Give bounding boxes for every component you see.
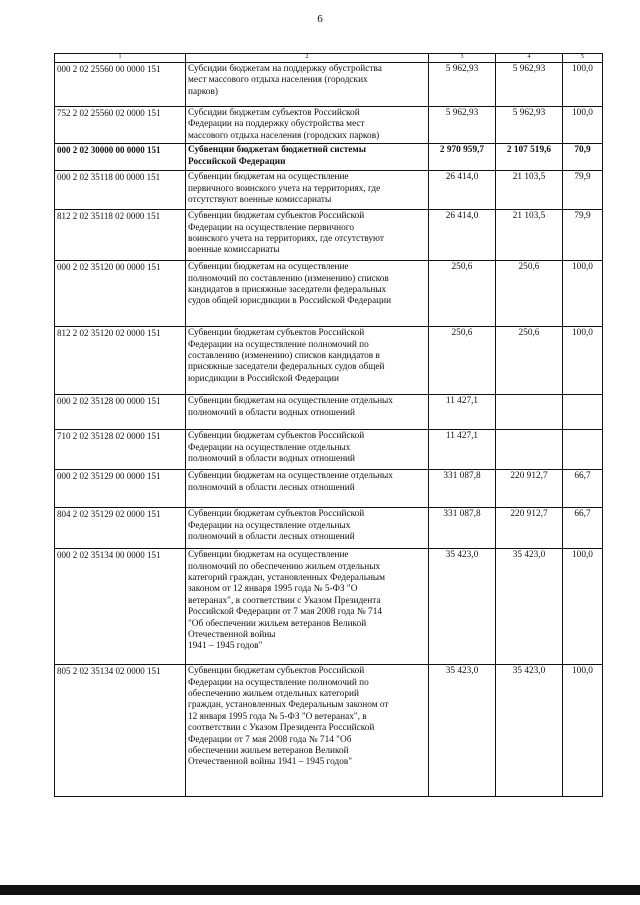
budget-code-cell: 000 2 02 35120 00 0000 151 (55, 261, 186, 327)
percent-cell: 66,7 (563, 470, 603, 508)
table-row (55, 665, 603, 797)
table-row (55, 261, 603, 327)
description-text: Субвенции бюджетам на осуществление отдельных полномочий в области лесных отношений (188, 471, 393, 493)
page-number: 6 (317, 13, 323, 25)
description-text: Субвенции бюджетам субъектов Российской Федерации на осуществление полномочий по составлению (изменению) списков кандидатов в присяжные заседатели федеральных судов общей юрисдикции в Российской Федерации (188, 328, 385, 384)
budget-code-cell: 000 2 02 30000 00 0000 151 (55, 144, 186, 171)
budget-code-cell: 804 2 02 35129 02 0000 151 (55, 508, 186, 549)
description-text: Субсидии бюджетам субъектов Российской Федерации на поддержку обустройства мест массового отдыха населения (городских парков) (188, 108, 380, 141)
description-cell (186, 395, 429, 430)
table-row (55, 327, 603, 395)
column-number-row (55, 54, 603, 63)
plan-amount-cell: 2 970 959,7 (429, 144, 496, 171)
table-body (55, 54, 603, 797)
table-row (55, 508, 603, 549)
budget-code-cell: 000 2 02 35118 00 0000 151 (55, 171, 186, 210)
actual-amount-cell: 21 103,5 (496, 210, 563, 261)
description-text: Субвенции бюджетам субъектов Российской Федерации на осуществление отдельных полномочий в области водных отношений (188, 431, 365, 465)
budget-code-cell: 752 2 02 25560 02 0000 151 (55, 107, 186, 144)
actual-amount-cell: 2 107 519,6 (496, 144, 563, 171)
description-text: Субвенции бюджетам бюджетной системы Российской Федерации (188, 145, 367, 167)
table-row (55, 549, 603, 665)
description-text: Субвенции бюджетам на осуществление отдельных полномочий в области водных отношений (188, 396, 393, 418)
description-cell (186, 430, 429, 470)
actual-amount-cell: 220 912,7 (496, 470, 563, 508)
description-cell (186, 261, 429, 327)
plan-amount-cell: 331 087,8 (429, 470, 496, 508)
plan-amount-cell: 5 962,93 (429, 63, 496, 107)
plan-amount-cell: 35 423,0 (429, 665, 496, 797)
description-cell (186, 508, 429, 549)
description-text: Субвенции бюджетам субъектов Российской Федерации на осуществление первичного воинского учета на территориях, где отсутствуют военные комиссариаты (188, 211, 384, 256)
actual-amount-cell: 5 962,93 (496, 107, 563, 144)
description-cell (186, 63, 429, 107)
percent-cell: 79,9 (563, 171, 603, 210)
column-header-2: 2 (186, 54, 429, 63)
plan-amount-cell: 26 414,0 (429, 210, 496, 261)
table-row (55, 470, 603, 508)
scan-bottom-edge (0, 885, 640, 895)
actual-amount-cell (496, 395, 563, 430)
description-cell (186, 210, 429, 261)
description-text: Субвенции бюджетам на осуществление полномочий по составлению (изменению) списков кандидатов в присяжные заседатели федеральных судов общей юрисдикции в Российской Федерации (188, 262, 392, 307)
budget-code-cell: 000 2 02 35134 00 0000 151 (55, 549, 186, 665)
actual-amount-cell: 35 423,0 (496, 549, 563, 665)
plan-amount-cell: 11 427,1 (429, 430, 496, 470)
column-header-3: 3 (429, 54, 496, 63)
plan-amount-cell: 11 427,1 (429, 395, 496, 430)
plan-amount-cell: 331 087,8 (429, 508, 496, 549)
table-row (55, 171, 603, 210)
description-text: Субсидии бюджетам на поддержку обустройства мест массового отдыха населения (городских парков) (188, 64, 382, 97)
description-cell (186, 470, 429, 508)
budget-code-cell: 812 2 02 35118 02 0000 151 (55, 210, 186, 261)
plan-amount-cell: 250,6 (429, 327, 496, 395)
plan-amount-cell: 5 962,93 (429, 107, 496, 144)
column-header-4: 4 (496, 54, 563, 63)
description-cell (186, 327, 429, 395)
actual-amount-cell: 21 103,5 (496, 171, 563, 210)
percent-cell: 100,0 (563, 261, 603, 327)
description-cell (186, 107, 429, 144)
actual-amount-cell: 5 962,93 (496, 63, 563, 107)
table-row (55, 430, 603, 470)
percent-cell: 100,0 (563, 549, 603, 665)
budget-code-cell: 710 2 02 35128 02 0000 151 (55, 430, 186, 470)
plan-amount-cell: 35 423,0 (429, 549, 496, 665)
budget-code-cell: 805 2 02 35134 02 0000 151 (55, 665, 186, 797)
plan-amount-cell: 250,6 (429, 261, 496, 327)
actual-amount-cell: 35 423,0 (496, 665, 563, 797)
actual-amount-cell: 220 912,7 (496, 508, 563, 549)
percent-cell: 66,7 (563, 508, 603, 549)
description-cell (186, 171, 429, 210)
percent-cell: 100,0 (563, 107, 603, 144)
percent-cell: 70,9 (563, 144, 603, 171)
table-row (55, 144, 603, 171)
percent-cell: 100,0 (563, 665, 603, 797)
description-cell (186, 665, 429, 797)
table-row (55, 395, 603, 430)
percent-cell: 100,0 (563, 63, 603, 107)
plan-amount-cell: 26 414,0 (429, 171, 496, 210)
actual-amount-cell: 250,6 (496, 327, 563, 395)
percent-cell (563, 430, 603, 470)
description-cell (186, 144, 429, 171)
percent-cell: 100,0 (563, 327, 603, 395)
table-row (55, 107, 603, 144)
description-text: Субвенции бюджетам на осуществление первичного воинского учета на территориях, где отсутствуют военные комиссариаты (188, 172, 381, 206)
budget-code-cell: 000 2 02 25560 00 0000 151 (55, 63, 186, 107)
percent-cell (563, 395, 603, 430)
description-text: Субвенции бюджетам на осуществление полномочий по обеспечению жильем отдельных категорий граждан, установленных Федеральным законом от 12 января 1995 года № 5-ФЗ "О ветеранах", в соответствии с Указом Президента Российской Федерации от 7 мая 2008 года № 714 "Об обеспечении жильем ветеранов Великой Отечественной войны 1941 – 1945 годов" (188, 550, 386, 652)
table-row (55, 210, 603, 261)
budget-code-cell: 000 2 02 35129 00 0000 151 (55, 470, 186, 508)
column-header-1: 1 (55, 54, 186, 63)
actual-amount-cell (496, 430, 563, 470)
budget-code-cell: 812 2 02 35120 02 0000 151 (55, 327, 186, 395)
table-row (55, 63, 603, 107)
budget-table (54, 53, 603, 797)
budget-code-cell: 000 2 02 35128 00 0000 151 (55, 395, 186, 430)
actual-amount-cell: 250,6 (496, 261, 563, 327)
description-cell (186, 549, 429, 665)
description-text: Субвенции бюджетам субъектов Российской Федерации на осуществление отдельных полномочий в области лесных отношений (188, 509, 365, 543)
column-header-5: 5 (563, 54, 603, 63)
percent-cell: 79,9 (563, 210, 603, 261)
description-text: Субвенции бюджетам субъектов Российской Федерации на осуществление полномочий по обеспечению жильем отдельных категорий граждан, установленных Федеральным законом от 12 января 1995 года № 5-ФЗ "О ветеранах", в соответствии с Указом Президента Российской Федерации от 7 мая 2008 года № 714 "Об обеспечении жильем ветеранов Великой Отечественной войны 1941 – 1945 годов" (188, 666, 389, 768)
